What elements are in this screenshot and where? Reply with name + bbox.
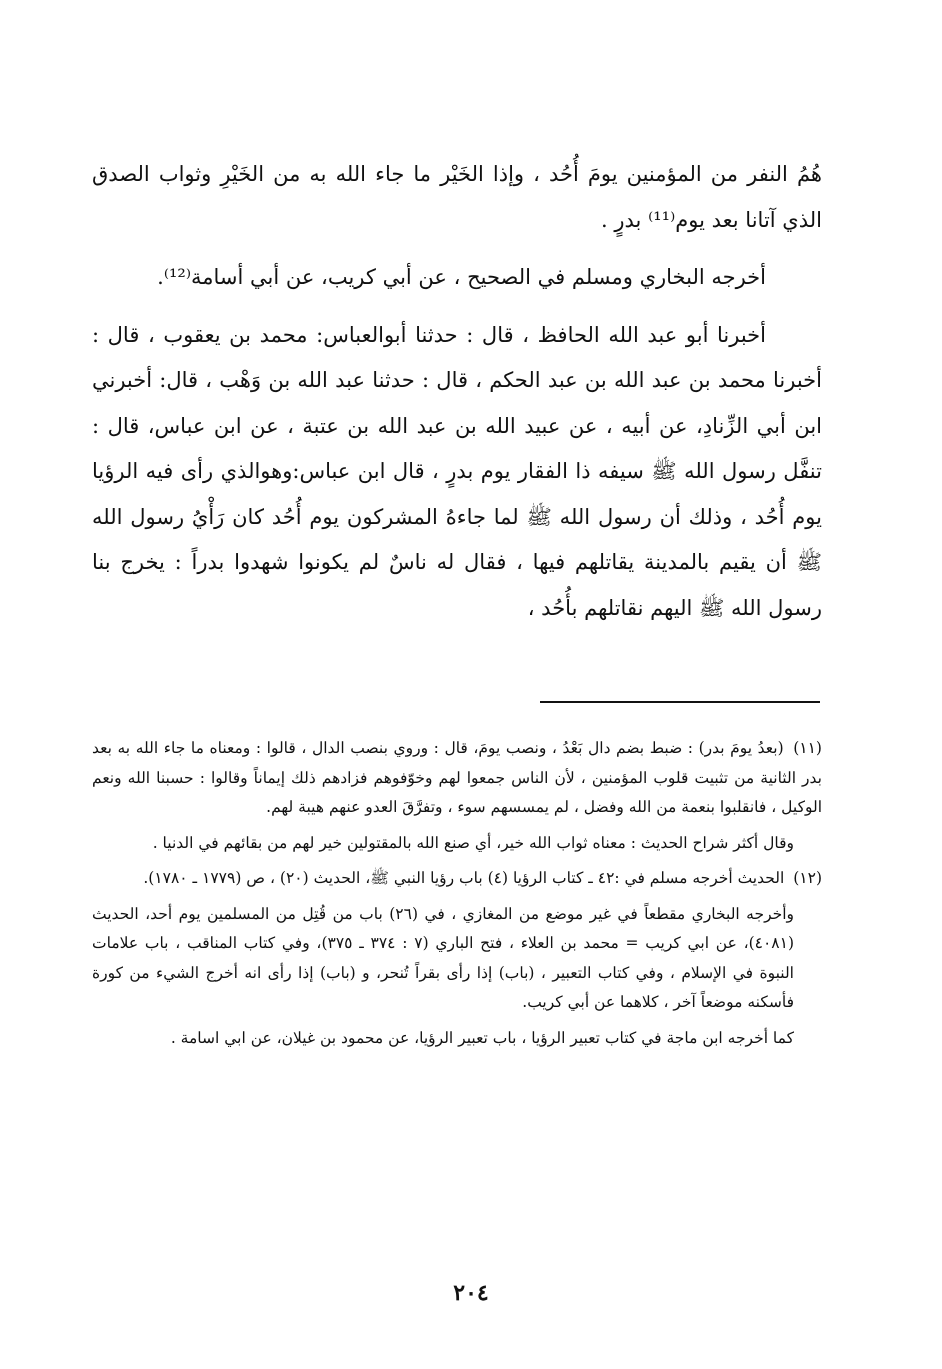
footnote-12-number: (١٢) <box>793 869 822 887</box>
footnote-11-number: (١١) <box>793 739 822 757</box>
footnote-11-continuation: وقال أكثر شراح الحديث : معناه ثواب الله خير، أي صنع الله بالمقتولين خير لهم من بقائهم في الدنيا . <box>152 833 794 852</box>
footnote-12-continuation-1: وأخرجه البخاري مقطعاً في غير موضع من المغازي ، في (٢٦) باب من قُتِل من المسلمين يوم أحد، الحديث (٤٠٨١)، عن ابي كريب = محمد بن العلاء ، فتح الباري (٧ : ٣٧٤ ـ ٣٧٥)، وفي كتاب المناقب ، باب علامات النبوة في الإسلام ، وفي كتاب التعبير ، (باب) إذا رأى بقراً تُنحر، و (باب) إذا رأى انه أخرج الشيء من كورة فأسكنه موضعاً آخر ، كلاهما عن أبي كريب. <box>92 904 795 1011</box>
footnote-11 <box>92 734 822 823</box>
paragraph-1: هُمُ النفر من المؤمنين يومَ أُحُد ، وإذا الخَيْر ما جاء الله به من الخَيْرِ وثواب الصدق الذي آتانا بعد يوم⁽¹¹⁾ بدرٍ . <box>92 162 822 232</box>
paragraph-3: أخبرنا أبو عبد الله الحافظ ، قال : حدثنا أبوالعباس: محمد بن يعقوب ، قال : أخبرنا محمد بن عبد الله بن عبد الحكم ، قال : حدثنا عبد الله بن وَهْب ، قال: أخبرني ابن أبي الزِّنادِ، عن أبيه ، عن عبيد الله بن عبد الله بن عتبة ، عن ابن عباس، قال : تنفَّل رسول الله ﷺ سيفه ذا الفقار يوم بدرٍ ، قال ابن عباس:وهوالذي رأى فيه الرؤيا يوم أُحُد ، وذلك أن رسول الله ﷺ لما جاءهُ المشركون يوم أُحُد كان رَأْيُ رسول الله ﷺ أن يقيم بالمدينة يقاتلهم فيها ، فقال له ناسٌ لم يكونوا شهدوا بدراً : يخرج بنا رسول الله ﷺ اليهم نقاتلهم بأُحُد ، <box>92 322 822 620</box>
main-text <box>92 152 822 643</box>
footnote-separator <box>540 701 820 703</box>
page-number: ٢٠٤ <box>453 1280 489 1306</box>
footnote-11-text: (بعدُ يومَ بدر) : ضبط بضم دال بَعْدُ ، ونصب يومَ، قال : وروي بنصب الدال ، قالوا : ومعناه ما جاء الله به بعد بدر الثانية من تثبيت قلوب المؤمنين ، لأن الناس جمعوا لهم وخوّفوهم فزادهم ذلك إيماناً وقالوا : حسبنا الله ونعم الوكيل ، فانقلبوا بنعمة من الله وفضل ، لم يمسسهم سوء ، وتفرَّقَ العدو عنهم هيبة لهم. <box>92 739 822 816</box>
footnote-12 <box>92 864 822 894</box>
footnote-12-text: الحديث أخرجه مسلم في :٤٢ ـ كتاب الرؤيا (٤) باب رؤيا النبي ﷺ، الحديث (٢٠) ، ص (١٧٧٩ ـ ١٧٨٠). <box>143 869 785 887</box>
footnotes <box>92 734 822 1059</box>
footnote-12-continuation-2: كما أخرجه ابن ماجة في كتاب تعبير الرؤيا ، باب تعبير الرؤيا، عن محمود بن غيلان، عن ابي اسامة . <box>170 1028 794 1047</box>
paragraph-2: أخرجه البخاري ومسلم في الصحيح ، عن أبي كريب، عن أبي أسامة⁽¹²⁾. <box>157 265 766 289</box>
